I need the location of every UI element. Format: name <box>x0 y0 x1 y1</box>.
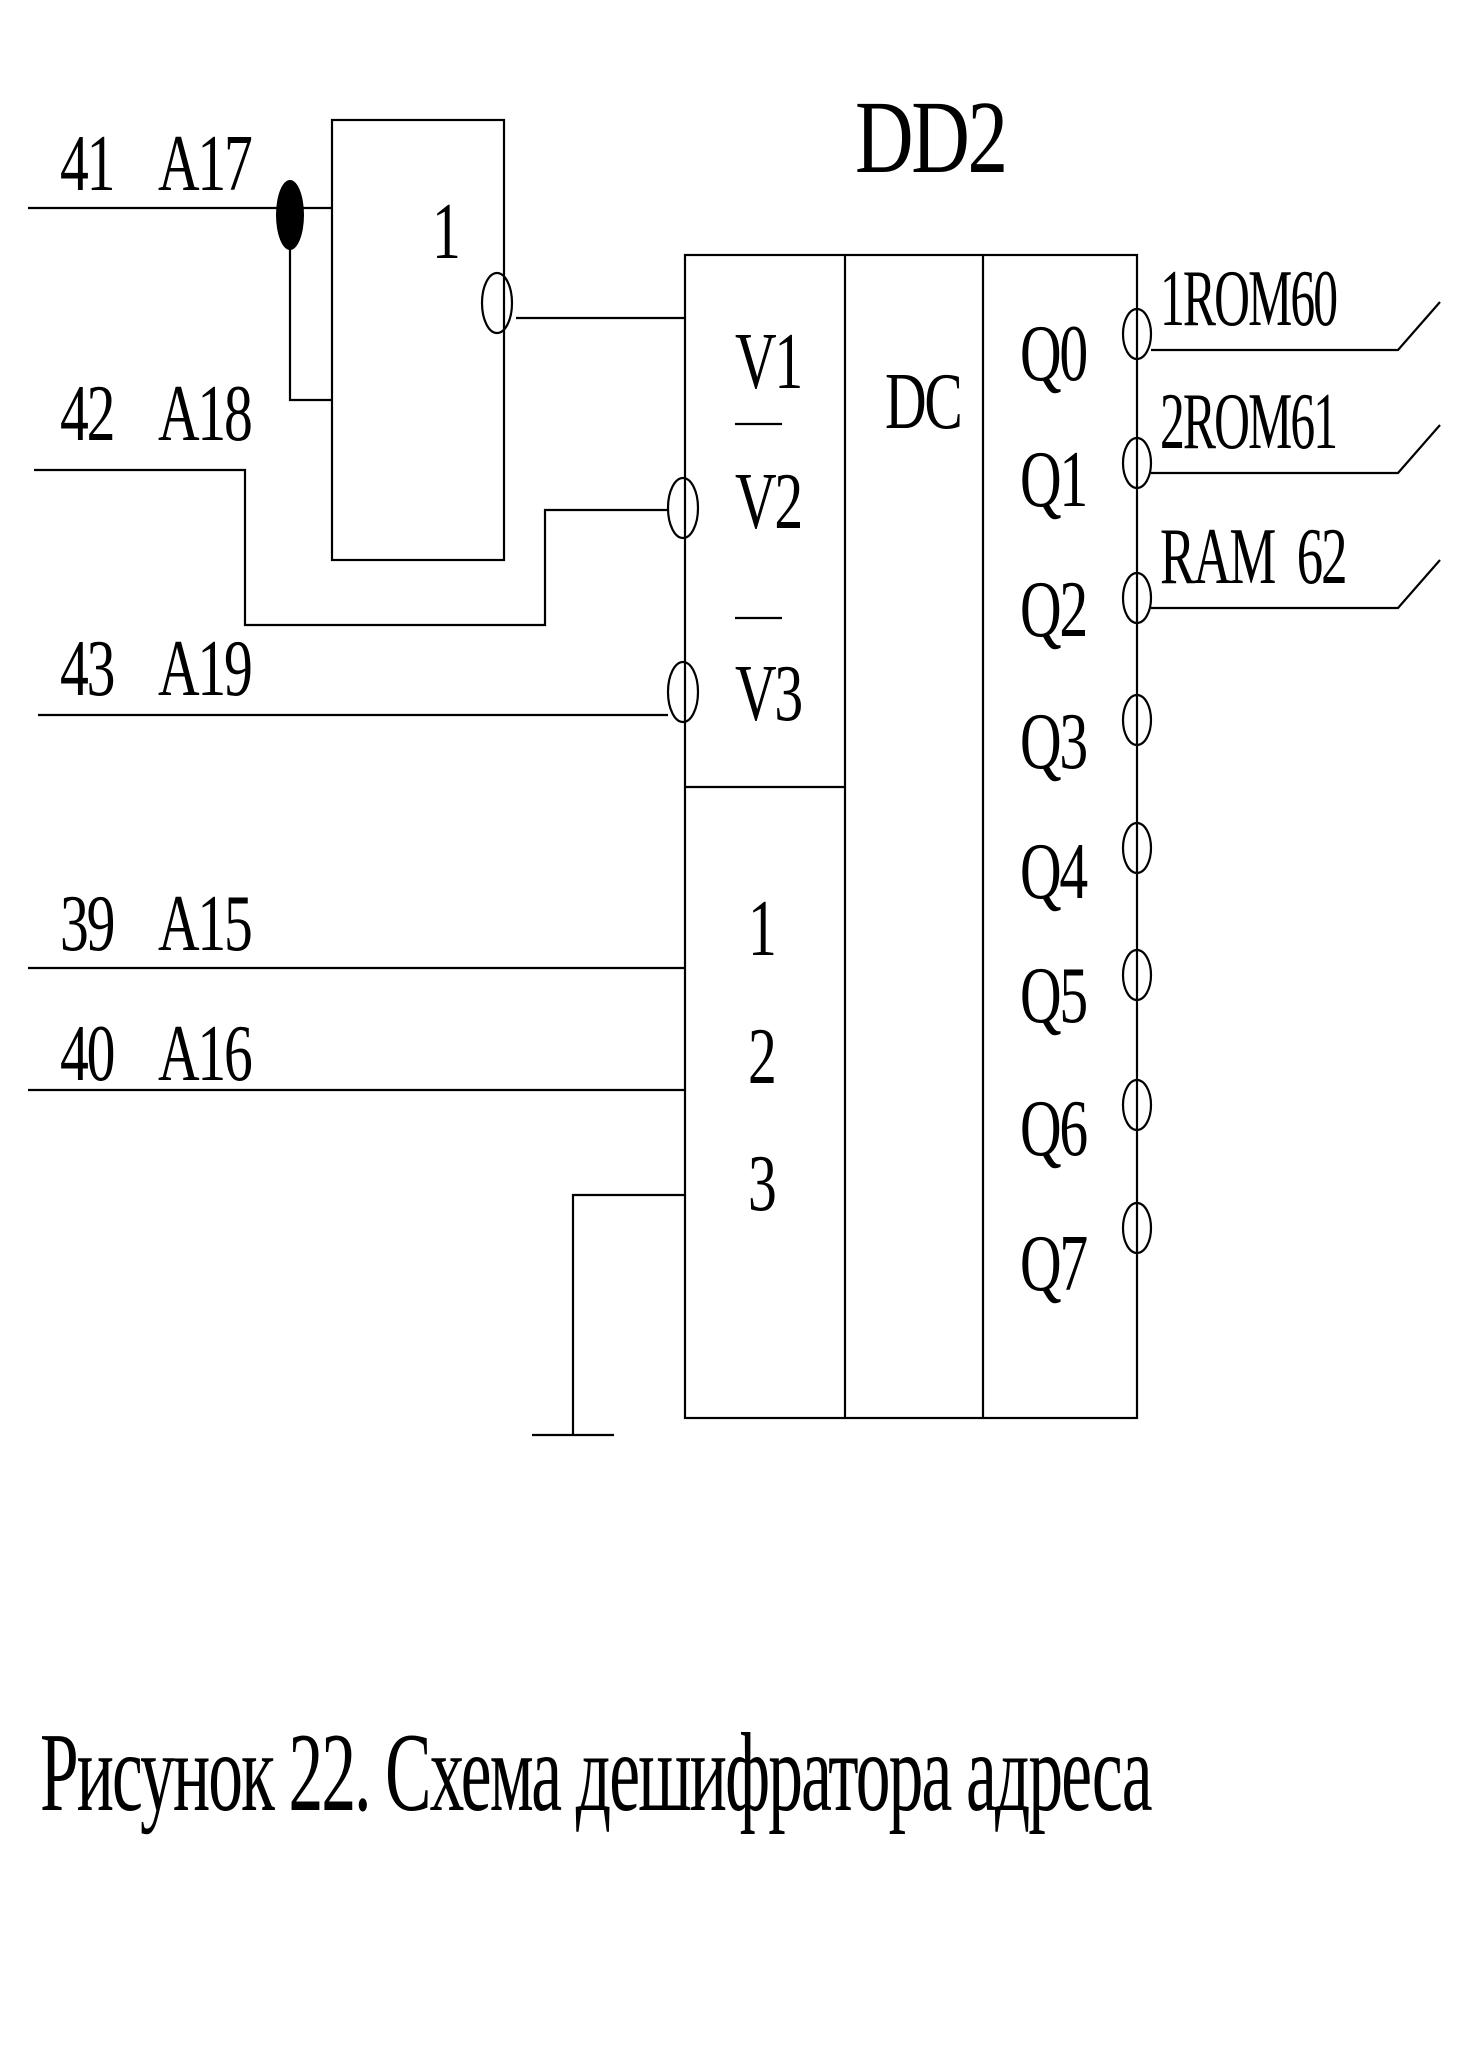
output-label-q7: Q7 <box>1020 1219 1087 1309</box>
input-label-a15 <box>60 880 251 968</box>
pin-number-40: 40 <box>60 1009 114 1099</box>
output-label-q5: Q5 <box>1020 951 1087 1041</box>
wire-input3-ground <box>573 1195 685 1435</box>
output-label-q0: Q0 <box>1020 309 1087 399</box>
output-label-q2: Q2 <box>1020 565 1087 655</box>
signal-name-a17: A17 <box>158 119 251 209</box>
output-label-q3: Q3 <box>1020 697 1087 787</box>
output-label-q6: Q6 <box>1020 1084 1087 1174</box>
chip-title: DD2 <box>855 80 1006 196</box>
signal-name-a18: A18 <box>158 369 251 459</box>
address-input-label-3: 3 <box>748 1139 775 1229</box>
signal-name-a16: A16 <box>158 1009 251 1099</box>
address-input-label-1: 1 <box>748 884 775 974</box>
input-label-a17 <box>60 120 251 208</box>
input-label-a18 <box>60 370 251 458</box>
decoder-dd2 <box>668 255 1151 1418</box>
pin-number-42: 42 <box>60 369 114 459</box>
pin-number-41: 41 <box>60 119 114 209</box>
output-label-q1: Q1 <box>1020 435 1087 525</box>
pin-number-39: 39 <box>60 879 114 969</box>
or-gate <box>332 120 512 560</box>
v3-inversion-bubble <box>668 662 698 722</box>
v2-inversion-bubble <box>668 478 698 538</box>
wire-a18 <box>34 470 668 625</box>
input-label-a16 <box>60 1010 251 1098</box>
output-signal-2rom61: 2ROM61 <box>1160 378 1337 467</box>
output-label-q4: Q4 <box>1020 827 1087 917</box>
signal-name-a15: A15 <box>158 879 251 969</box>
or-gate-label: 1 <box>432 187 459 277</box>
enable-label-v3: V3 <box>735 649 802 739</box>
enable-label-v1: V1 <box>735 317 802 407</box>
enable-label-v2: V2 <box>735 457 802 547</box>
input-label-a19 <box>60 625 251 713</box>
output-signal-ram62: RAM 62 <box>1160 512 1346 601</box>
figure-caption: Рисунок 22. Схема дешифратора адреса <box>40 1711 1151 1836</box>
decoder-type-label: DC <box>885 357 961 447</box>
or-gate-body <box>332 120 504 560</box>
signal-name-a19: A19 <box>158 624 251 714</box>
inversion-bubble <box>482 273 512 333</box>
address-input-label-2: 2 <box>748 1012 775 1102</box>
pin-number-43: 43 <box>60 624 114 714</box>
output-signal-1rom60: 1ROM60 <box>1160 255 1337 344</box>
